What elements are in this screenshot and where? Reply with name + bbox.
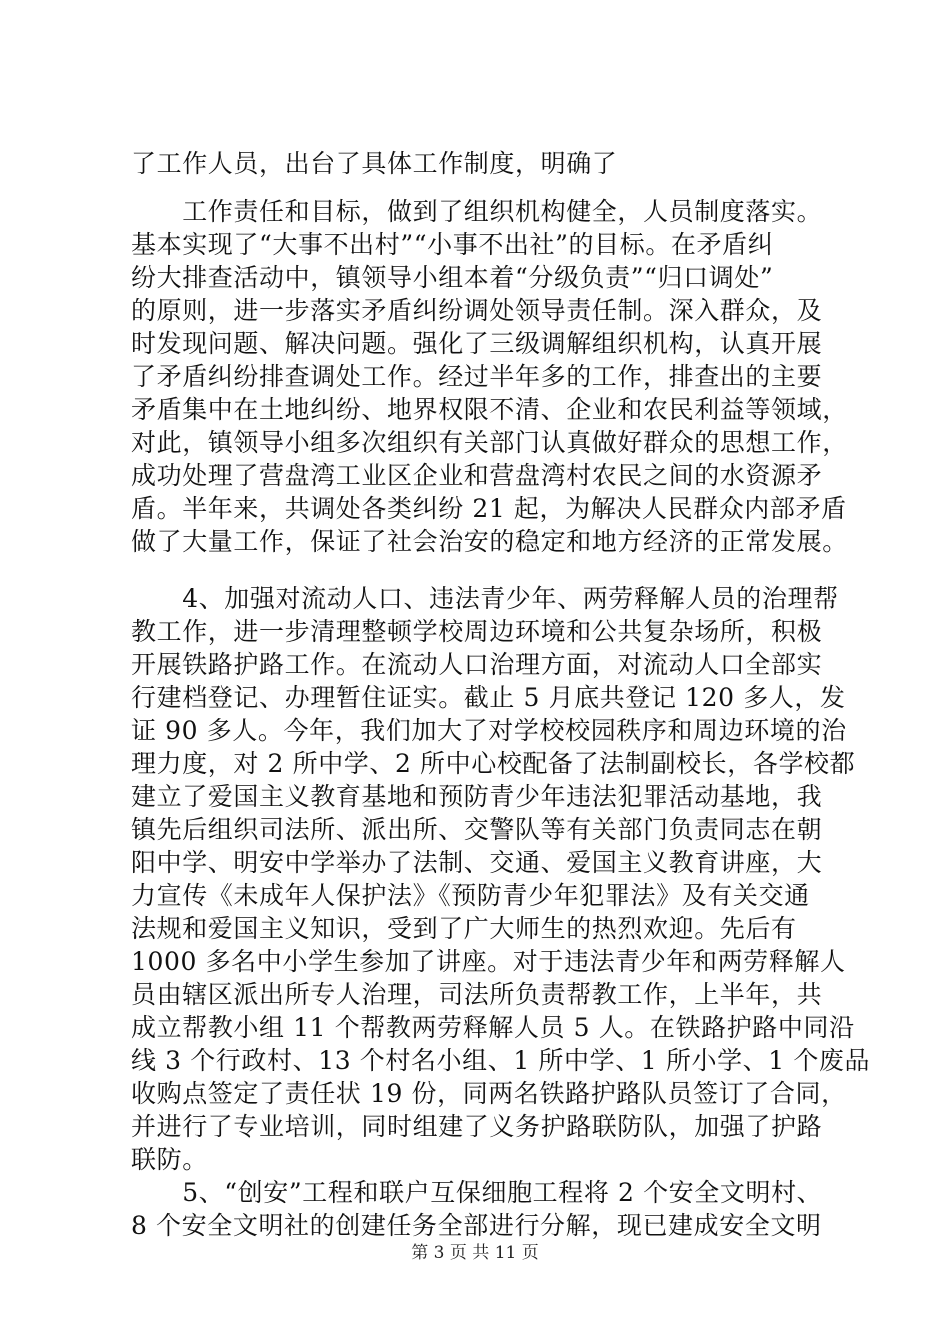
text-line: 阳中学、明安中学举办了法制、交通、爱国主义教育讲座，大 [131, 848, 823, 877]
page-number-footer: 第 3 页 共 11 页 [411, 1243, 539, 1263]
text-line: 矛盾集中在土地纠纷、地界权限不清、企业和农民利益等领域， [131, 395, 848, 424]
text-line: 对此，镇领导小组多次组织有关部门认真做好群众的思想工作， [131, 428, 848, 457]
text-line: 成功处理了营盘湾工业区企业和营盘湾村农民之间的水资源矛 [131, 461, 823, 490]
text-line: 行建档登记、办理暂住证实。截止 5 月底共登记 120 多人，发 [131, 683, 846, 712]
text-line: 盾。半年来，共调处各类纠纷 21 起，为解决人民群众内部矛盾 [131, 494, 847, 523]
text-line: 联防。 [131, 1145, 208, 1174]
text-line: 理力度，对 2 所中学、2 所中心校配备了法制副校长，各学校都 [131, 749, 856, 778]
text-line: 教工作，进一步清理整顿学校周边环境和公共复杂场所，积极 [131, 617, 823, 646]
text-line: 5、“创安”工程和联户互保细胞工程将 2 个安全文明村、 [131, 1178, 823, 1207]
text-line: 基本实现了“大事不出村”“小事不出社”的目标。在矛盾纠 [131, 230, 774, 259]
text-line: 1000 多名中小学生参加了讲座。对于违法青少年和两劳释解人 [131, 947, 846, 976]
text-line: 成立帮教小组 11 个帮教两劳释解人员 5 人。在铁路护路中同沿 [131, 1013, 855, 1042]
text-line: 了工作人员，出台了具体工作制度，明确了 [131, 149, 618, 178]
text-line: 收购点签定了责任状 19 份，同两名铁路护路队员签订了合同， [131, 1079, 847, 1108]
text-line: 员由辖区派出所专人治理，司法所负责帮教工作，上半年，共 [131, 980, 823, 1009]
text-line: 力宣传《未成年人保护法》《预防青少年犯罪法》及有关交通 [131, 881, 810, 910]
text-line: 镇先后组织司法所、派出所、交警队等有关部门负责同志在朝 [131, 815, 823, 844]
text-line: 建立了爱国主义教育基地和预防青少年违法犯罪活动基地，我 [131, 782, 823, 811]
text-line: 了矛盾纠纷排查调处工作。经过半年多的工作，排查出的主要 [131, 362, 823, 391]
text-line: 纷大排查活动中，镇领导小组本着“分级负责”“归口调处” [131, 263, 774, 292]
text-line: 法规和爱国主义知识，受到了广大师生的热烈欢迎。先后有 [131, 914, 797, 943]
text-line: 4、加强对流动人口、违法青少年、两劳释解人员的治理帮 [131, 584, 839, 613]
text-line: 工作责任和目标，做到了组织机构健全，人员制度落实。 [131, 197, 823, 226]
text-line: 并进行了专业培训，同时组建了义务护路联防队，加强了护路 [131, 1112, 823, 1141]
text-line: 证 90 多人。今年，我们加大了对学校校园秩序和周边环境的治 [131, 716, 847, 745]
text-line: 时发现问题、解决问题。强化了三级调解组织机构，认真开展 [131, 329, 823, 358]
text-line: 的原则，进一步落实矛盾纠纷调处领导责任制。深入群众，及 [131, 296, 823, 325]
text-line: 开展铁路护路工作。在流动人口治理方面，对流动人口全部实 [131, 650, 823, 679]
text-line: 8 个安全文明社的创建任务全部进行分解，现已建成安全文明 [131, 1211, 822, 1240]
text-line: 做了大量工作，保证了社会治安的稳定和地方经济的正常发展。 [131, 527, 848, 556]
text-line: 线 3 个行政村、13 个村名小组、1 所中学、1 所小学、1 个废品 [131, 1046, 871, 1075]
